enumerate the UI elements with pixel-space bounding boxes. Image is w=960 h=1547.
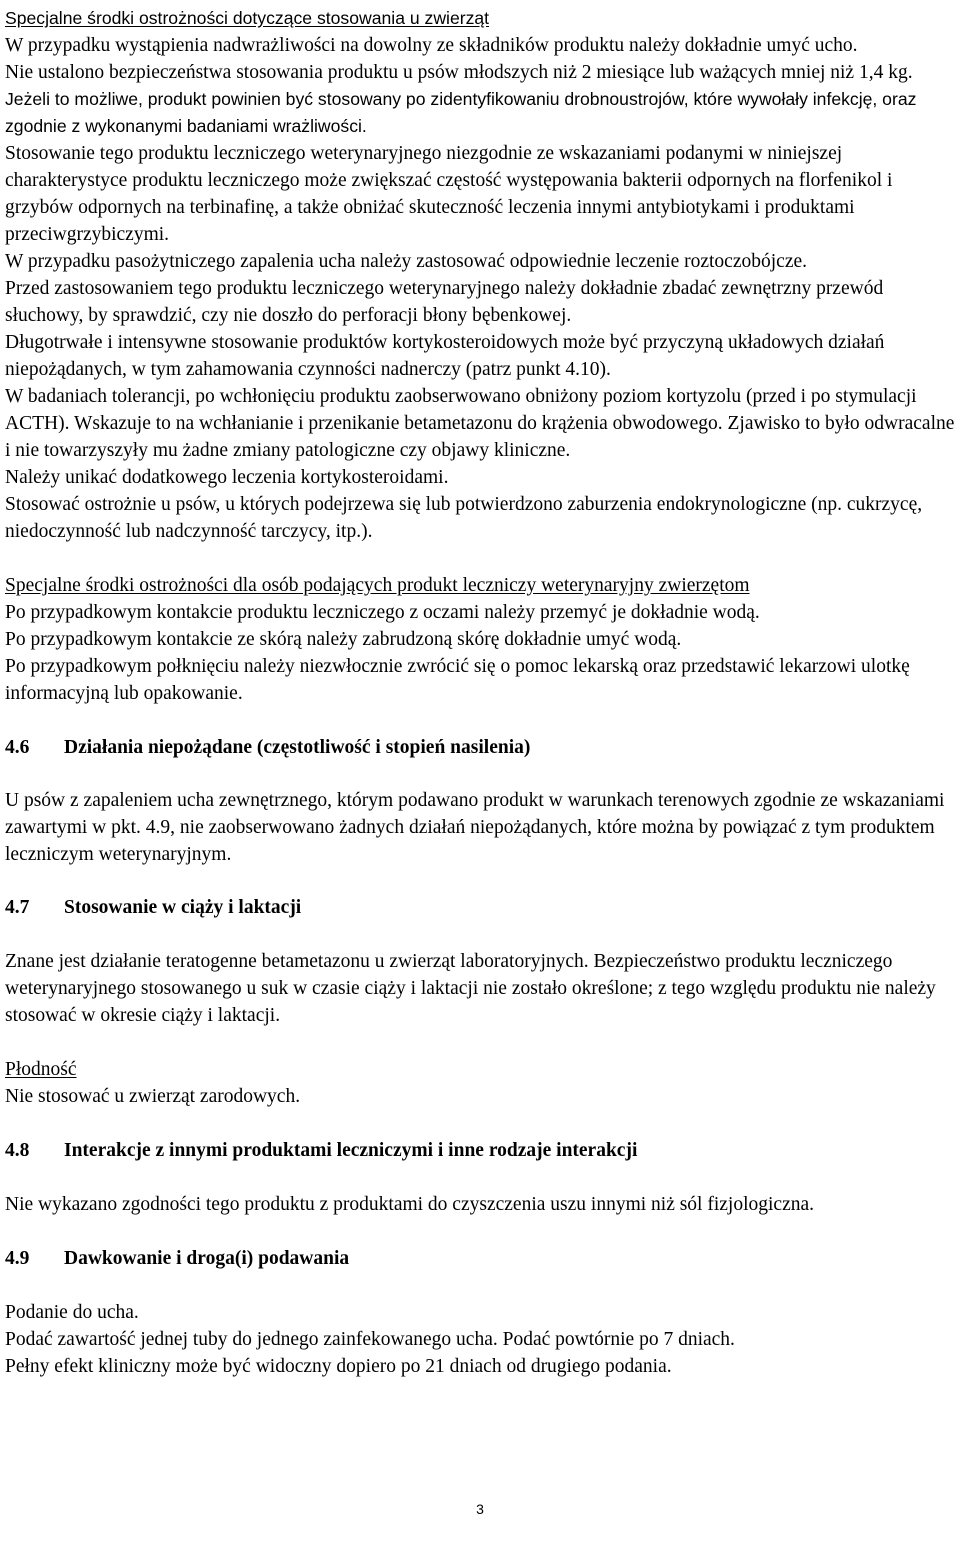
spacer [5, 761, 960, 787]
paragraph-route-of-administration: Podanie do ucha. [5, 1302, 139, 1323]
paragraph-identify-microorganisms: Jeżeli to możliwe, produkt powinien być stosowany po zidentyfikowaniu drobnoustrojów, które wywołały infekcję, oraz zgodnie z wykonanymi badaniami wrażliwości. [5, 89, 917, 136]
spacer [5, 1218, 960, 1245]
paragraph-avoid-additional-treatment: Należy unikać dodatkowego leczenia kortykosteroidami. [5, 467, 449, 488]
spacer [5, 545, 960, 572]
section-heading-4-6 [5, 734, 960, 761]
spacer [5, 707, 960, 734]
spacer [5, 1110, 960, 1137]
paragraph-examine-ear-canal: Przed zastosowaniem tego produktu leczniczego weterynaryjnego należy dokładnie zbadać zewnętrzny przewód słuchowy, by sprawdzić, czy nie doszło do perforacji błony bębenkowej. [5, 278, 884, 326]
paragraph-pregnancy-lactation: Znane jest działanie teratogenne betametazonu u zwierząt laboratoryjnych. Bezpieczeństwo produktu leczniczego weterynaryjnego stosowanego u suk w czasie ciąży i laktacji nie zostało określone; z tego względu produktu nie należy stosować w okresie ciąży i laktacji. [5, 951, 936, 1026]
section-number: 4.6 [5, 737, 30, 758]
section-heading-4-7 [5, 894, 960, 921]
paragraph-interactions: Nie wykazano zgodności tego produktu z produktami do czyszczenia uszu innymi niż sól fizjologiczna. [5, 1194, 815, 1215]
spacer [5, 1164, 960, 1191]
subsection-title-fertility: Płodność [5, 1059, 77, 1080]
spacer [5, 868, 960, 894]
section-number: 4.9 [5, 1248, 30, 1269]
paragraph-endocrine-caution: Stosować ostrożnie u psów, u których podejrzewa się lub potwierdzono zaburzenia endokrynologiczne (np. cukrzycę, niedoczynność lub nadczynność tarczycy, itp.). [5, 494, 923, 542]
paragraph-parasitic-otitis: W przypadku pasożytniczego zapalenia ucha należy zastosować odpowiednie leczenie roztoczobójcze. [5, 251, 808, 272]
section-heading-4-8 [5, 1137, 960, 1164]
paragraph-resistance: Stosowanie tego produktu leczniczego weterynaryjnego niezgodnie ze wskazaniami podanymi w niniejszej charakterystyce produktu leczniczego może zwiększać częstość występowania bakterii odpornych na florfenikol i grzybów odpornych na terbinafinę, a także obniżać skuteczność leczenia innymi antybiotykami i produktami przeciwgrzybiczymi. [5, 143, 893, 245]
paragraph-fertility: Nie stosować u zwierząt zarodowych. [5, 1086, 301, 1107]
paragraph-skin-contact: Po przypadkowym kontakcie ze skórą należy zabrudzoną skórę dokładnie umyć wodą. [5, 629, 682, 650]
paragraph-safety-young-dogs: Nie ustalono bezpieczeństwa stosowania produktu u psów młodszych niż 2 miesiące lub ważących mniej niż 1,4 kg. [5, 62, 913, 83]
document-page [5, 5, 960, 1380]
section-heading-text: Dawkowanie i droga(i) podawania [64, 1248, 350, 1269]
section-heading-4-9 [5, 1245, 960, 1272]
section-number: 4.7 [5, 897, 30, 918]
section-heading-text: Stosowanie w ciąży i laktacji [64, 897, 302, 918]
paragraph-clinical-effect: Pełny efekt kliniczny może być widoczny dopiero po 21 dniach od drugiego podania. [5, 1356, 672, 1377]
paragraph-eye-contact: Po przypadkowym kontakcie produktu leczniczego z oczami należy przemyć je dokładnie wodą. [5, 602, 760, 623]
section-title-person-precautions: Specjalne środki ostrożności dla osób podających produkt leczniczy weterynaryjny zwierzętom [5, 575, 750, 596]
section-heading-text: Działania niepożądane (częstotliwość i stopień nasilenia) [64, 737, 531, 758]
spacer [5, 1272, 960, 1299]
section-number: 4.8 [5, 1140, 30, 1161]
paragraph-hypersensitivity: W przypadku wystąpienia nadwrażliwości na dowolny ze składników produktu należy dokładnie umyć ucho. [5, 35, 858, 56]
spacer [5, 921, 960, 948]
paragraph-ingestion: Po przypadkowym połknięciu należy niezwłocznie zwrócić się o pomoc lekarską oraz przedstawić lekarzowi ulotkę informacyjną lub opakowanie. [5, 656, 910, 704]
paragraph-long-term-corticosteroids: Długotrwałe i intensywne stosowanie produktów kortykosteroidowych może być przyczyną układowych działań niepożądanych, w tym zahamowania czynności nadnerczy (patrz punkt 4.10). [5, 332, 885, 380]
spacer [5, 1029, 960, 1056]
paragraph-dosage: Podać zawartość jednej tuby do jednego zainfekowanego ucha. Podać powtórnie po 7 dniach. [5, 1329, 735, 1350]
page-number: 3 [476, 1501, 484, 1517]
paragraph-adverse-reactions: U psów z zapaleniem ucha zewnętrznego, którym podawano produkt w warunkach terenowych zgodnie ze wskazaniami zawartymi w pkt. 4.9, nie zaobserwowano żadnych działań niepożądanych, które można by powiązać z tym produktem leczniczym weterynaryjnym. [5, 790, 945, 865]
section-title-animal-precautions: Specjalne środki ostrożności dotyczące stosowania u zwierząt [5, 8, 490, 28]
paragraph-tolerance-studies: W badaniach tolerancji, po wchłonięciu produktu zaobserwowano obniżony poziom kortyzolu (przed i po stymulacji ACTH). Wskazuje to na wchłanianie i przenikanie betametazonu do krążenia obwodowego. Zjawisko to było odwracalne i nie towarzyszyły mu żadne zmiany patologiczne czy objawy kliniczne. [5, 386, 955, 461]
section-heading-text: Interakcje z innymi produktami leczniczymi i inne rodzaje interakcji [64, 1140, 638, 1161]
